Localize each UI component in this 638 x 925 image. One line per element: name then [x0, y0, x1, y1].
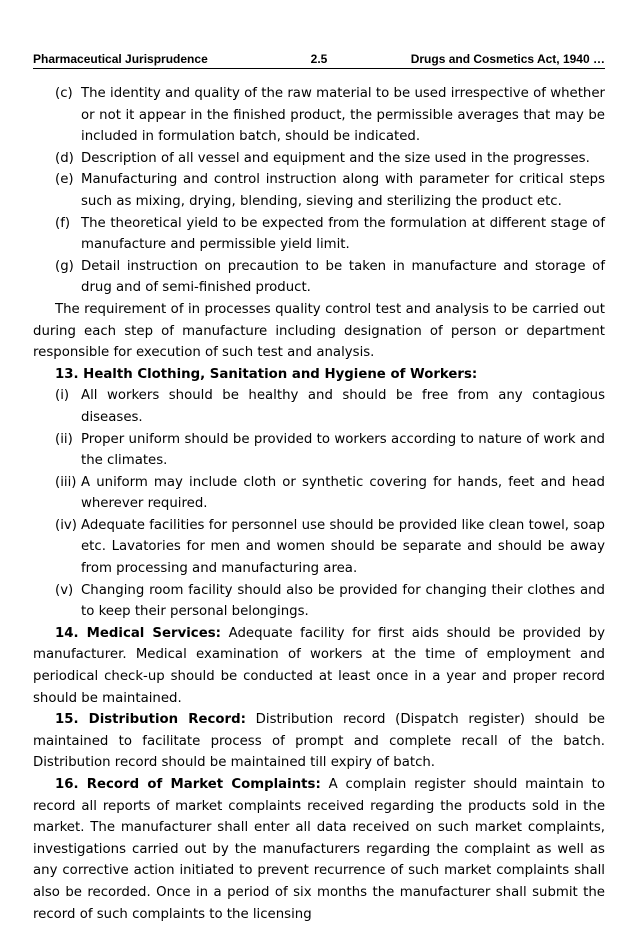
list-item	[55, 580, 605, 623]
requirements-list	[33, 83, 605, 299]
section-16-text: A complain register should maintain to record all reports of market complaints received regarding the products sold in the market. The manufacturer shall enter all data received on such market complaints, investigations carried out by the manufacturers regarding the complaint as well as any corrective action initiated to prevent recurrence of such market complaints shall also be recorded. Once in a period of six months the manufacturer shall submit the record of such complaints to the licensing	[33, 777, 605, 922]
list-item-label: (d)	[55, 150, 74, 166]
list-item	[55, 515, 605, 580]
list-item-label: (v)	[55, 582, 74, 598]
list-item	[55, 169, 605, 212]
list-item	[55, 148, 605, 170]
list-item	[55, 385, 605, 428]
header-chapter-title: Drugs and Cosmetics Act, 1940 …	[410, 52, 605, 66]
section-14-title: 14. Medical Services:	[55, 625, 221, 641]
document-body	[33, 83, 605, 925]
list-item	[55, 429, 605, 472]
list-item-text: Proper uniform should be provided to workers according to nature of work and the climates.	[81, 431, 605, 469]
list-item-text: Changing room facility should also be provided for changing their clothes and to keep their personal belongings.	[81, 582, 605, 620]
section-13-heading: 13. Health Clothing, Sanitation and Hygiene of Workers:	[55, 366, 478, 382]
section-15-title: 15. Distribution Record:	[55, 712, 246, 728]
section-14-text: Adequate facility for first aids should be provided by manufacturer. Medical examination of workers at the time of employment and periodical check-up should be conducted at least once in a year and proper record should be maintained.	[33, 625, 605, 706]
list-item-label: (ii)	[55, 431, 73, 447]
section-14-paragraph	[33, 623, 605, 709]
list-item-text: Manufacturing and control instruction along with parameter for critical steps such as mixing, drying, blending, sieving and sterilizing the product etc.	[81, 172, 605, 209]
quality-control-paragraph: The requirement of in processes quality control test and analysis to be carried out during each step of manufacture including designation of person or department responsible for execution of such test and analysis.	[33, 301, 605, 361]
list-item-text: Adequate facilities for personnel use should be provided like clean towel, soap etc. Lavatories for men and women should be separate and should be away from processing and manufacturing area.	[81, 517, 605, 577]
list-item	[55, 256, 605, 299]
list-item-label: (c)	[55, 86, 73, 101]
header-page-number: 2.5	[310, 52, 328, 66]
hygiene-list	[33, 385, 605, 623]
list-item-text: The identity and quality of the raw material to be used irrespective of whether or not it appear in the finished product, the permissible averages that may be included in formulation batch, should be indicated.	[81, 86, 605, 145]
list-item-label: (i)	[55, 388, 70, 404]
list-item	[55, 213, 605, 256]
list-item-label: (g)	[55, 258, 74, 274]
list-item-text: The theoretical yield to be expected from the formulation at different stage of manufacture and permissible yield limit.	[81, 215, 605, 253]
list-item-text: Description of all vessel and equipment and the size used in the progresses.	[81, 150, 590, 166]
list-item-label: (iv)	[55, 517, 77, 533]
list-item	[55, 472, 605, 515]
running-header	[33, 52, 605, 69]
section-16-title: 16. Record of Market Complaints:	[55, 777, 321, 792]
list-item-text: All workers should be healthy and should be free from any contagious diseases.	[81, 388, 605, 425]
list-item-label: (f)	[55, 215, 71, 231]
list-item-label: (e)	[55, 172, 74, 188]
header-book-title: Pharmaceutical Jurisprudence	[33, 52, 208, 66]
list-item-text: A uniform may include cloth or synthetic covering for hands, feet and head wherever required.	[81, 474, 605, 512]
list-item	[55, 83, 605, 148]
section-15-text: Distribution record (Dispatch register) should be maintained to facilitate process of prompt and complete recall of the batch. Distribution record should be maintained till expiry of batch.	[33, 712, 605, 771]
section-15-paragraph	[33, 709, 605, 774]
list-item-text: Detail instruction on precaution to be taken in manufacture and storage of drug and of semi-finished product.	[81, 258, 605, 296]
section-16-paragraph	[33, 774, 605, 925]
list-item-label: (iii)	[55, 474, 77, 490]
